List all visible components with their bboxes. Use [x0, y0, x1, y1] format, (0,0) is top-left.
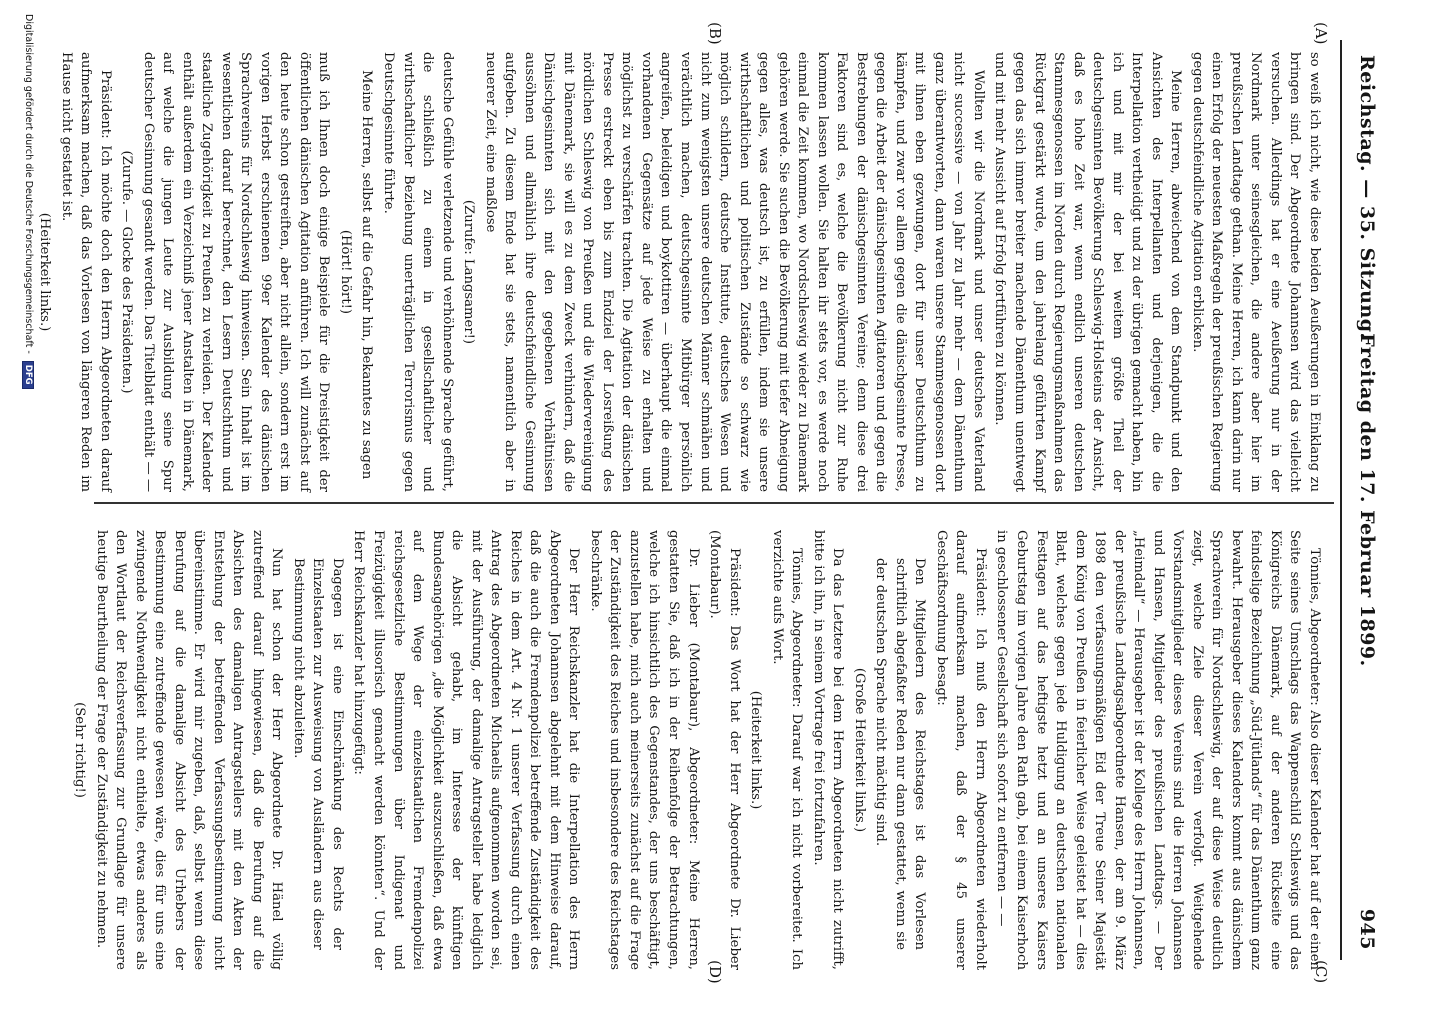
paragraph: Der Herr Reichskanzler hat die Interpellation des Herrn Abgeordneten Johannsen abgelehnt mit dem Hinweise darauf, daß die auch die Fremdenpolizei betreffende Zuständigkeit des Reiches in dem Art. 4 Nr. 1 unserer Verfassung durch einen Antrag des Abgeordneten Michaelis aufgenommen worden sei, mit der Ausführung, der damalige Antragsteller habe lediglich die Absicht gehabt, im Interesse der künftigen Bundesangehörigen „die Möglichkeit auszuschließen, daß etwa auf dem Wege der einzelstaatlichen Fremdenpolizei reichsgesetzliche Bestimmungen über Indigenat und Freizügigkeit illusorisch gemacht werden könnten“. Und der Herr Reichskanzler hat hinzugefügt:: [351, 530, 582, 970]
speaker-paragraph: Präsident: Das Wort hat der Herr Abgeordnete Dr. Lieber (Montabaur).: [707, 530, 742, 970]
paragraph: Wollten wir die Nordmark und unser deutsches Vaterland nicht successive — von Jahr zu Jahr mehr — dem Dänenthum ganz überantworten, dann waren unsere Stammesgenossen dort mit ihnen eben gezwungen, dort für unser Deutschthum zu kämpfen, und zwar vor allem gegen die dänischgesinnte Presse, gegen die Arbeit der dänischgesinnten Agitatoren und gegen die Bestrebungen der dänischgesinnten Vereine; denn diese drei Faktoren sind es, welche die Bevölkerung nicht zur Ruhe kommen lassen wollen. Sie halten ihr stets vor, es werde noch einmal die Zeit kommen, wo Nordschleswig wieder zu Dänemark gehören werde. Sie suchen die Bevölkerung mit tiefer Abneigung gegen alles, was deutsch ist, zu erfüllen, indem sie unsere wirthschaftlichen und politischen Zustände so schwarz wie möglich schildern, deutsche Institute, deutsches Wesen und nicht zum wenigsten unsere deutschen Männer schmähen und verächtlich machen, deutschgesinnte Mitbürger persönlich angreifen, beleidigen und boykottiren — überhaupt die einmal vorhandenen Gegensätze auf jede Weise zu erhalten und möglichst zu verschärfen trachten. Die Agitation der dänischen Presse erstreckt eben bis zum Endziel der Losreißung des nördlichen Schleswig von Preußen und die Wiedervereinigung mit Dänemark, sie will es zu dem Zweck verhindern, daß die Dänischgesinnten sich mit den gegebenen Verhältnissen aussöhnen und allmählich ihre deutschfeindliche Gesinnung aufgeben. Zu diesem Ende hat sie stets, namentlich aber in neuerer Zeit, eine maßlose: [482, 52, 986, 492]
margin-letter-d: (D): [706, 960, 724, 984]
digitization-text: Digitalisierung gefördert durch die Deutsche Forschungsgemeinschaft -: [23, 14, 34, 354]
interjection: (Sehr richtig!): [72, 702, 88, 798]
running-head-left: Reichstag. — 35. Sitzung.: [1356, 55, 1378, 340]
interjection: (Hört! hört!): [337, 229, 353, 315]
page-number: 945: [1356, 908, 1378, 950]
speaker-paragraph: Tönnies, Abgeordneter: Darauf war ich nicht vorbereitet. Ich verzichte aufs Wort.: [769, 530, 805, 970]
paragraph: Meine Herren, abweichend von dem Standpunkt und den Ansichten des Interpellanten und derjenigen, die die Interpellation vertheidigt und zu der übrigen gemacht haben, bin ich und mit mir der bei weitem größte Theil der deutschgesinnten Bevölkerung Schleswig-Holsteins der Ansicht, daß es hohe Zeit war, wenn endlich unseren deutschen Stammesgenossen im Norden durch Regierungsmaßnahmen das Rückgrat gestärkt wurde, um den jahrelang geführten Kampf gegen das sich immer breiter machende Dänenthum unentwegt und mit mehr Aussicht auf Erfolg fortführen zu können.: [992, 52, 1184, 492]
quoted-rule: Den Mitgliedern des Reichstages ist das Vorlesen schriftlich abgefaßter Reden nur dann gestattet, wenn sie der deutschen Sprache nicht mächtig sind.: [873, 558, 928, 950]
quoted-text: Dagegen ist eine Einschränkung des Rechts der Einzelstaaten zur Ausweisung von Ausländern aus dieser Bestimmung nicht abzuleiten.: [290, 558, 345, 950]
margin-letter-a: (A): [1312, 22, 1330, 45]
left-column: [32, 52, 1324, 492]
digitization-note: [22, 0, 34, 1014]
margin-letter-c: (C): [1312, 960, 1330, 984]
running-head-date: Freitag den 17. Februar 1899.: [1356, 333, 1378, 667]
speaker-paragraph: Tönnies, Abgeordneter: Also dieser Kalender hat auf der einen Seite seines Umschlags das Wappenschild Schleswigs und das Königreichs Dänemark, auf der anderen Rückseite eine feindselige Bezeichnung „Süd-Jütlands“ für das Dänenthum ganz bewahrt. Herausgeber dieses Kalenders kommt aus dänischem Sprachverein für Nordschleswig, der auf diese Weise deutlich zeigt, welche Ziele dieser Verein verfolgt. Weitgehende Vorstandsmitglieder dieses Vereins sind die Herren Johannsen und Hansen, Mitglieder des preußischen Landtags. — Der „Heimdall“ — Herausgeber ist der Kollege des Herrn Johannsen, der preußische Landtagsabgeordnete Hansen, der am 9. März 1898 den verfassungsmäßigen Eid der Treue Seiner Majestät dem König von Preußen in feierlicher Weise geleistet hat — dies Blatt, welches gegen jede Huldigung an deutschen nationalen Festtagen auf das heftigste hetzt und an unseres Kaisers Geburtstag im vorigen Jahre den Rath gab, bei einem Kaiserhoch in geschlossener Gesellschaft sich sofort zu entfernen — —: [994, 530, 1322, 970]
paragraph: so weiß ich nicht, wie diese beiden Aeußerungen in Einklang zu bringen sind. Der Abgeordnete Johannsen wird das vielleicht versuchen. Allerdings hat er eine Aeußerung nur in der Nordmark unter seinesgleichen, die andere aber hier im preußischen Landtage gethan. Meine Herren, ich kann darin nur einen Erfolg der neuesten Maßregeln der preußischen Regierung gegen deutschfeindliche Agitation erblicken.: [1189, 52, 1322, 492]
interjection: (Heiterkeit links.): [748, 690, 764, 810]
paragraph: Da das Letztere bei dem Herrn Abgeordneten nicht zutrifft, bitte ich ihn, in seinem Vortrage frei fortzufahren.: [810, 530, 846, 970]
interjection: (Heiterkeit links.): [37, 212, 52, 332]
running-head: [1348, 40, 1378, 960]
paragraph: Meine Herren, selbst auf die Gefahr hin, Bekanntes zu sagen: [359, 70, 375, 480]
interjection: (Zurufe. — Glocke des Präsidenten.): [119, 150, 135, 394]
right-column: [68, 530, 1324, 970]
paragraph: Nun hat schon der Herr Abgeordnete Dr. Hänel völlig zutreffend darauf hingewiesen, daß die Berufung auf die Absichten des damaligen Antragstellers mit den Akten der Entstehung der betreffenden Verfassungsbestimmung nicht übereinstimme. Er wird mir zugeben, daß, selbst wenn diese Berufung auf die damalige Absicht des Urhebers der Bestimmung eine zutreffende gewesen wäre, dies für uns eine zwingende Nothwendigkeit nicht enthielte, etwas anderes als den Wortlaut der Reichsverfassung zur Grundlage für unsere heutige Beurtheilung der Frage der Zuständigkeit zu nehmen.: [93, 530, 285, 970]
paragraph: deutsche Gefühle verletzende und verhöhnende Sprache geführt, die schließlich zu einem in gesellschaftlicher und wirthschaftlicher Beziehung unerträglichen Terrorismus gegen Deutschgesinnte führte.: [381, 52, 455, 492]
speaker-paragraph: Präsident: Ich möchte doch den Herrn Abgeordneten darauf aufmerksam machen, daß das Vorlesen von längeren Reden im Hause nicht gestattet ist.: [58, 52, 113, 492]
dfg-logo: DFG: [22, 361, 34, 389]
paragraph: muß ich Ihnen doch einige Beispiele für die Dreistigkeit der öffentlichen dänischen Agitation anführen. Ich will zunächst auf den heute schon gestreiften, aber nicht allein, sondern erst im vorigen Herbst erschienenen 99er Kalender des dänischen Sprachvereins für Nordschleswig hinweisen. Sein Inhalt ist im wesentlichen darauf berechnet, den Lesern Deutschthum und staatliche Zugehörigkeit zu Preußen zu verleiden. Der Kalender enthält außerdem ein Verzeichniß jener Anstalten in Dänemark, auf welche die jungen Leute zur Ausbildung seine Spur deutscher Gesinnung gesandt werden. Das Titelblatt enthält — —: [140, 52, 332, 493]
column-divider: [94, 502, 1334, 504]
margin-letter-b: (B): [706, 22, 724, 45]
speaker-paragraph: Dr. Lieber (Montabaur), Abgeordneter: Meine Herren, gestatten Sie, daß ich in der Reihenfolge der Betrachtungen, welche ich hinsichtlich des Gegenstandes, der uns beschäftigt, anzustellen habe, mich auch meinerseits zunächst auf die Frage der Zuständigkeit des Reiches und insbesondere des Reichstages beschränke.: [587, 530, 701, 970]
speaker-paragraph: Präsident: Ich muß den Herrn Abgeordneten wiederholt darauf aufmerksam machen, daß der § 45 unserer Geschäftsordnung besagt:: [933, 530, 988, 970]
interjection: (Zurufe: Langsamer!): [461, 199, 477, 345]
interjection: (Große Heiterkeit links.): [851, 667, 867, 833]
header-rule: [1340, 40, 1342, 960]
